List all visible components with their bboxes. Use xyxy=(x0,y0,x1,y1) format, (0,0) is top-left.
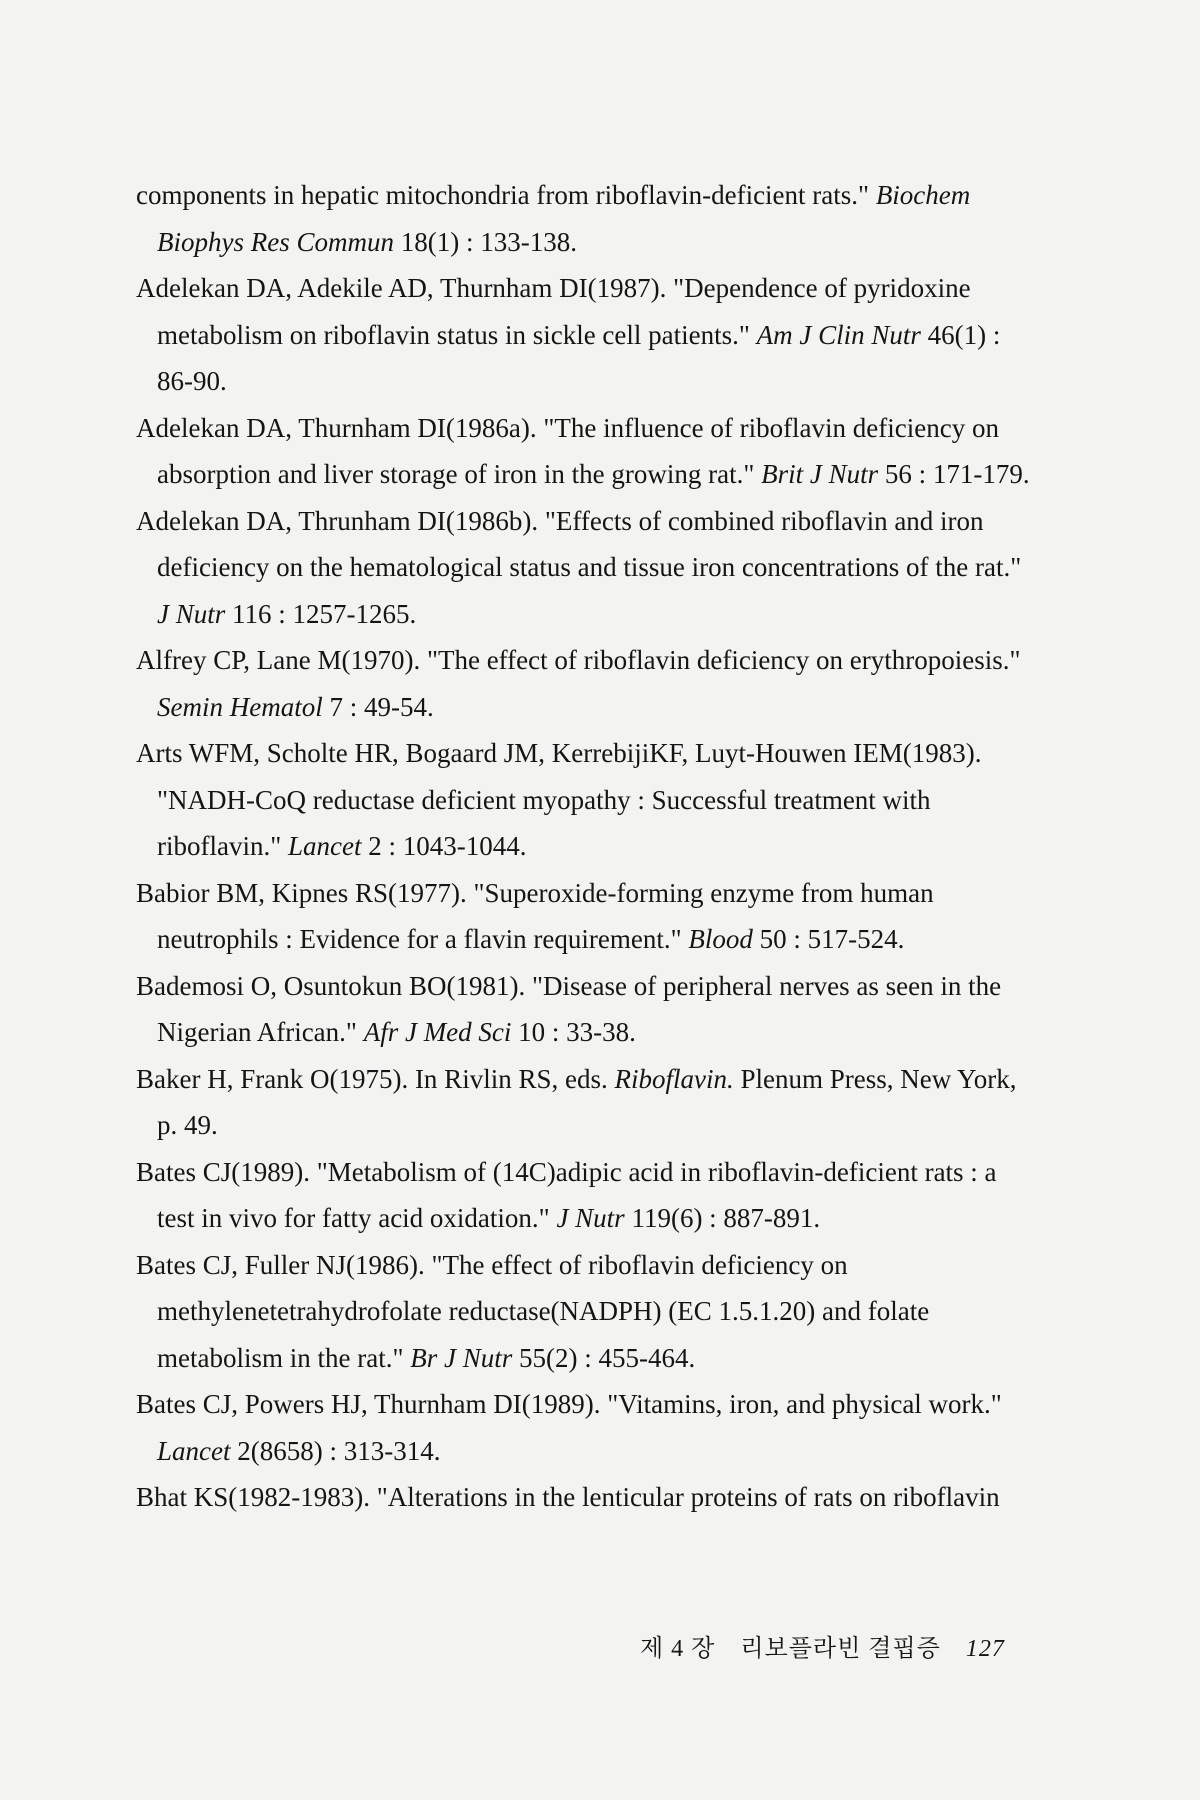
journal-name: Brit J Nutr xyxy=(761,459,879,489)
reference-citation: Plenum Press, New York, p. 49. xyxy=(157,1063,1017,1140)
reference-citation: 10 : 33-38. xyxy=(511,1017,636,1047)
reference-citation: 46(1) : 86-90. xyxy=(157,319,1001,396)
journal-name: Am J Clin Nutr xyxy=(756,319,921,350)
journal-name: J Nutr xyxy=(556,1203,625,1233)
reference-citation: 50 : 517-524. xyxy=(752,924,905,954)
journal-name: Biochem Biophys Res Commun xyxy=(157,180,971,257)
reference-citation: 55(2) : 455-464. xyxy=(512,1342,696,1373)
reference-citation: 56 : 171-179. xyxy=(878,459,1030,489)
reference-item xyxy=(136,1474,1036,1521)
reference-citation: 119(6) : 887-891. xyxy=(624,1203,821,1233)
reference-citation: 2(8658) : 313-314. xyxy=(230,1435,441,1466)
reference-item xyxy=(136,265,1036,405)
page-number: 127 xyxy=(965,1636,1005,1662)
journal-name: Blood xyxy=(688,924,753,954)
reference-item xyxy=(136,963,1036,1056)
journal-name: Lancet xyxy=(157,1435,231,1466)
chapter-label: 제 4 장 xyxy=(640,1636,716,1662)
reference-item xyxy=(136,637,1036,730)
reference-item xyxy=(136,870,1036,963)
reference-item xyxy=(136,498,1036,638)
journal-name: J Nutr xyxy=(157,598,226,629)
reference-text: Babior BM, Kipnes RS(1977). "Superoxide-forming enzyme from human neutrophils : Evidence for a flavin requirement." xyxy=(136,877,934,954)
journal-name: Lancet xyxy=(288,831,362,861)
reference-text: Bates CJ, Fuller NJ(1986). "The effect of riboflavin deficiency on methylenetetrahydrofolate reductase(NADPH) (EC 1.5.1.20) and folate metabolism in the rat." xyxy=(136,1249,930,1373)
reference-list xyxy=(136,172,1036,1521)
reference-text: Bates CJ(1989). "Metabolism of (14C)adipic acid in riboflavin-deficient rats : a test in vivo for fatty acid oxidation." xyxy=(136,1156,997,1233)
journal-name: Riboflavin. xyxy=(614,1063,734,1094)
reference-text: Bademosi O, Osuntokun BO(1981). "Disease of peripheral nerves as seen in the Nigerian African." xyxy=(136,970,1002,1047)
chapter-title: 리보플라빈 결핍증 xyxy=(740,1636,941,1662)
reference-text: Adelekan DA, Thurnham DI(1986a). "The influence of riboflavin deficiency on absorption and liver storage of iron in the growing rat." xyxy=(136,412,999,489)
reference-item xyxy=(136,1242,1036,1382)
journal-name: Br J Nutr xyxy=(410,1342,513,1373)
reference-text: Arts WFM, Scholte HR, Bogaard JM, KerrebijiKF, Luyt-Houwen IEM(1983). "NADH-CoQ reductase deficient myopathy : Successful treatment with riboflavin." xyxy=(136,738,982,861)
reference-item xyxy=(136,1381,1036,1474)
reference-citation: 7 : 49-54. xyxy=(322,691,434,722)
reference-text: Adelekan DA, Thrunham DI(1986b). "Effects of combined riboflavin and iron deficiency on the hematological status and tissue iron concentrations of the rat." xyxy=(136,505,1022,582)
reference-item xyxy=(136,1149,1036,1242)
reference-text: Adelekan DA, Adekile AD, Thurnham DI(1987). "Dependence of pyridoxine metabolism on riboflavin status in sickle cell patients." xyxy=(136,273,971,350)
journal-name: Semin Hematol xyxy=(157,691,323,722)
page-footer xyxy=(640,1628,1005,1663)
reference-text: Bates CJ, Powers HJ, Thurnham DI(1989). "Vitamins, iron, and physical work." xyxy=(136,1389,1002,1419)
reference-citation: 18(1) : 133-138. xyxy=(393,226,577,257)
reference-citation: 2 : 1043-1044. xyxy=(361,831,527,861)
reference-text: Baker H, Frank O(1975). In Rivlin RS, eds. xyxy=(136,1063,615,1094)
reference-text: components in hepatic mitochondria from riboflavin-deficient rats." xyxy=(136,180,876,210)
reference-item xyxy=(136,730,1036,870)
reference-item xyxy=(136,1056,1036,1149)
reference-text: Alfrey CP, Lane M(1970). "The effect of riboflavin deficiency on erythropoiesis." xyxy=(136,645,1021,675)
reference-item xyxy=(136,405,1036,498)
journal-name: Afr J Med Sci xyxy=(363,1017,512,1047)
reference-text: Bhat KS(1982-1983). "Alterations in the lenticular proteins of rats on riboflavin xyxy=(136,1482,1000,1512)
reference-item xyxy=(136,172,1036,265)
reference-citation: 116 : 1257-1265. xyxy=(225,598,417,629)
